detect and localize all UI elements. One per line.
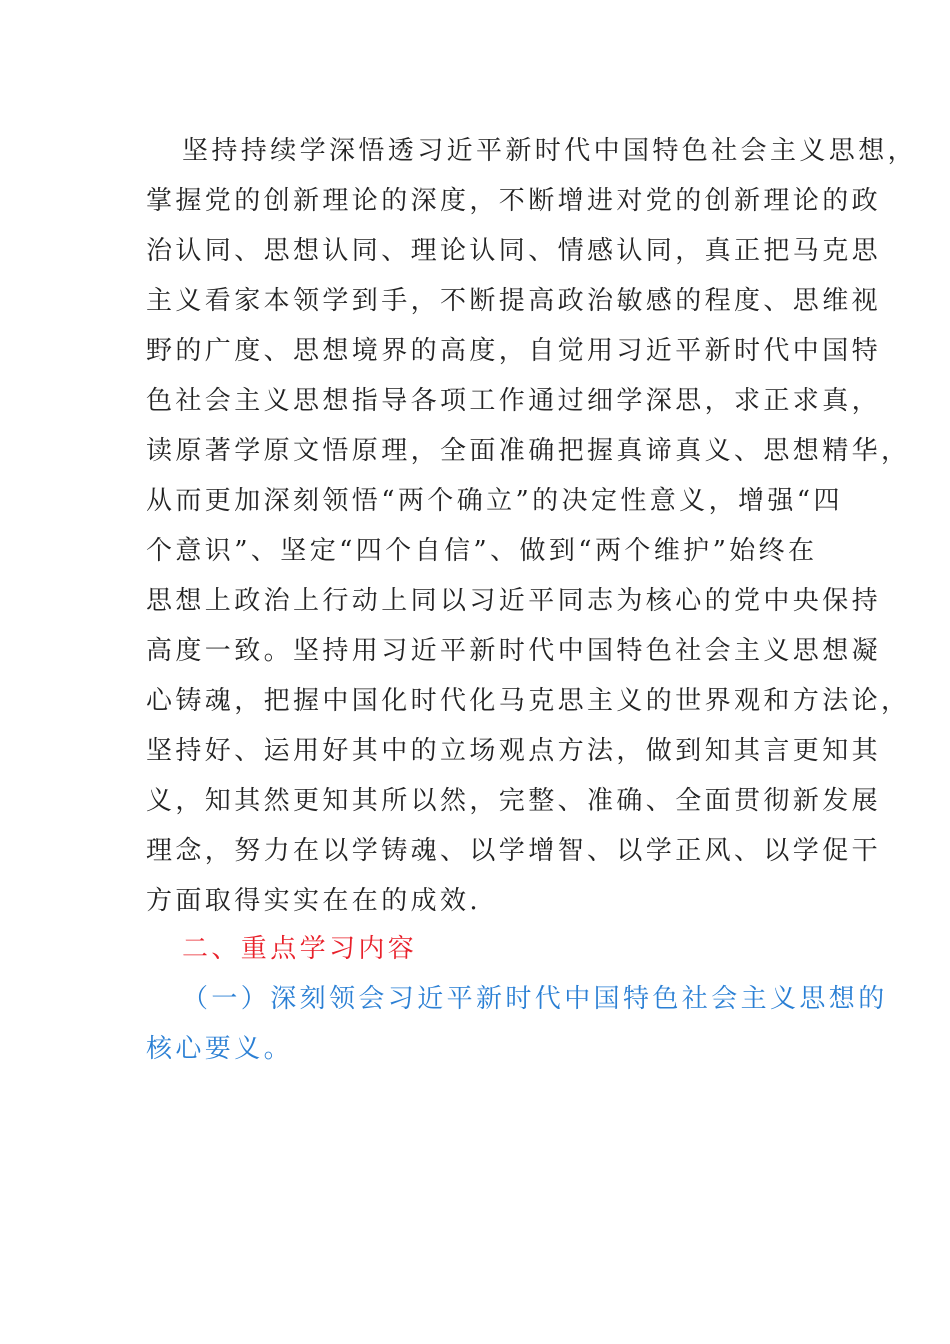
subsection-heading-line: （一）深刻领会习近平新时代中国特色社会主义思想的 <box>182 984 888 1014</box>
paragraph-line: 治认同、思想认同、理论认同、情感认同，真正把马克思 <box>146 236 882 266</box>
paragraph-line: 高度一致。坚持用习近平新时代中国特色社会主义思想凝 <box>146 636 882 666</box>
paragraph-line: 坚持好、运用好其中的立场观点方法，做到知其言更知其 <box>146 736 882 766</box>
paragraph-line: 色社会主义思想指导各项工作通过细学深思，求正求真， <box>146 386 882 416</box>
paragraph-line: 个意识”、坚定“四个自信”、做到“两个维护”始终在 <box>146 536 818 566</box>
paragraph-line: 野的广度、思想境界的高度，自觉用习近平新时代中国特 <box>146 336 882 366</box>
paragraph-line: 读原著学原文悟原理，全面准确把握真谛真义、思想精华， <box>146 436 911 466</box>
body-paragraph <box>146 126 918 926</box>
section-heading <box>146 924 806 974</box>
paragraph-line: 理念，努力在以学铸魂、以学增智、以学正风、以学促干 <box>146 836 882 866</box>
paragraph-line: 掌握党的创新理论的深度，不断增进对党的创新理论的政 <box>146 186 882 216</box>
subsection-heading-line: 核心要义。 <box>146 1034 294 1064</box>
paragraph-line: 义，知其然更知其所以然，完整、准确、全面贯彻新发展 <box>146 786 882 816</box>
paragraph-line: 主义看家本领学到手，不断提高政治敏感的程度、思维视 <box>146 286 882 316</box>
paragraph-line: 心铸魂，把握中国化时代化马克思主义的世界观和方法论， <box>146 686 911 716</box>
paragraph-line: 思想上政治上行动上同以习近平同志为核心的党中央保持 <box>146 586 882 616</box>
section-heading-text: 二、重点学习内容 <box>182 934 418 964</box>
paragraph-line: 坚持持续学深悟透习近平新时代中国特色社会主义思想， <box>182 136 918 166</box>
paragraph-line: 方面取得实实在在的成效. <box>146 886 482 916</box>
paragraph-line: 从而更加深刻领悟“两个确立”的决定性意义，增强“四 <box>146 486 843 516</box>
subsection-heading <box>146 974 888 1074</box>
